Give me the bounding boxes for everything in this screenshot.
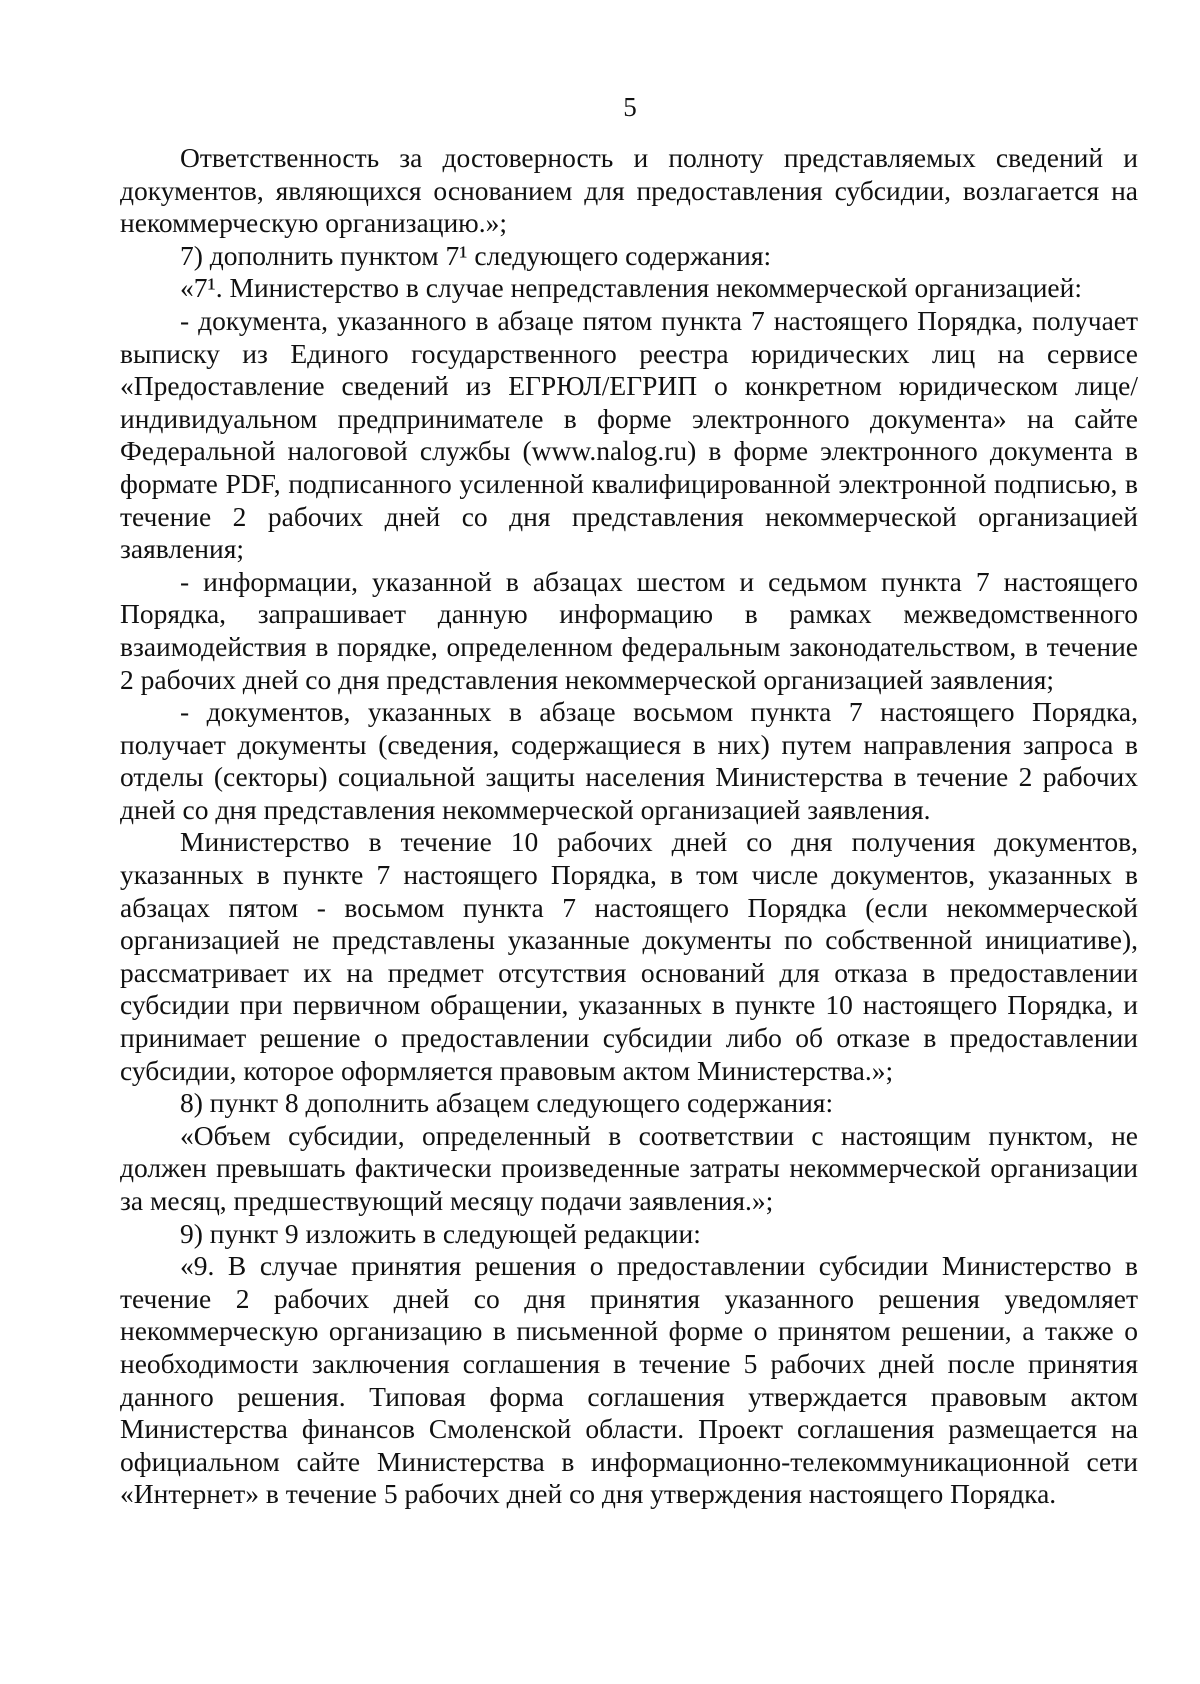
paragraph-item-9-text: «9. В случае принятия решения о предоставлении субсидии Министерство в течение 2 рабочих дней со дня принятия указанного решения уведомляет некоммерческую организацию в письменной форме о принятом решении, а также о необходимости заключения соглашения в течение 5 рабочих дней после принятия данного решения. Типовая форма соглашения утверждается правовым актом Министерства финансов Смоленской области. Проект соглашения размещается на официальном сайте Министерства в информационно-телекоммуникационной сети «Интернет» в течение 5 рабочих дней со дня утверждения настоящего Порядка. [120,1250,1138,1510]
paragraph-item-9: 9) пункт 9 изложить в следующей редакции: [180,1217,701,1249]
document-body [120,142,1138,1511]
paragraph-responsibility: Ответственность за достоверность и полноту представляемых сведений и документов, являющихся основанием для предоставления субсидии, возлагается на некоммерческую организацию.»; [120,142,1138,239]
paragraph-egrul-extract: - документа, указанного в абзаце пятом пункта 7 настоящего Порядка, получает выписку из Единого государственного реестра юридических лиц на сервисе «Предоставление сведений из ЕГРЮЛ/ЕГРИП о конкретном юридическом лице/индивидуальном предпринимателе в форме электронного документа» на сайте Федеральной налоговой службы (www.nalog.ru) в форме электронного документа в формате PDF, подписанного усиленной квалифицированной электронной подписью, в течение 2 рабочих дней со дня представления некоммерческой организацией заявления; [120,304,1138,565]
paragraph-social-protection-request: - документов, указанных в абзаце восьмом пункта 7 настоящего Порядка, получает документы (сведения, содержащиеся в них) путем направления запроса в отделы (секторы) социальной защиты населения Министерства в течение 2 рабочих дней со дня представления некоммерческой организацией заявления. [120,696,1138,825]
paragraph-item-7: 7) дополнить пунктом 7¹ следующего содержания: [180,239,772,271]
paragraph-item-7-1-intro: «7¹. Министерство в случае непредставления некоммерческой организацией: [180,272,1082,304]
paragraph-item-8: 8) пункт 8 дополнить абзацем следующего содержания: [180,1087,834,1119]
page-number: 5 [623,92,637,122]
paragraph-interagency-request: - информации, указанной в абзацах шестом и седьмом пункта 7 настоящего Порядка, запрашивает данную информацию в рамках межведомственного взаимодействия в порядке, определенном федеральным законодательством, в течение 2 рабочих дней со дня представления некоммерческой организацией заявления; [120,565,1138,695]
paragraph-ministry-review: Министерство в течение 10 рабочих дней со дня получения документов, указанных в пункте 7 настоящего Порядка, в том числе документов, указанных в абзацах пятом - восьмом пункта 7 настоящего Порядка (если некоммерческой организацией не представлены указанные документы по собственной инициативе), рассматривает их на предмет отсутствия оснований для отказа в предоставлении субсидии при первичном обращении, указанных в пункте 10 настоящего Порядка, и принимает решение о предоставлении субсидии либо об отказе в предоставлении субсидии, которое оформляется правовым актом Министерства.»; [120,826,1138,1086]
paragraph-subsidy-amount: «Объем субсидии, определенный в соответствии с настоящим пунктом, не должен превышать фактически произведенные затраты некоммерческой организации за месяц, предшествующий месяцу подачи заявления.»; [120,1119,1138,1216]
